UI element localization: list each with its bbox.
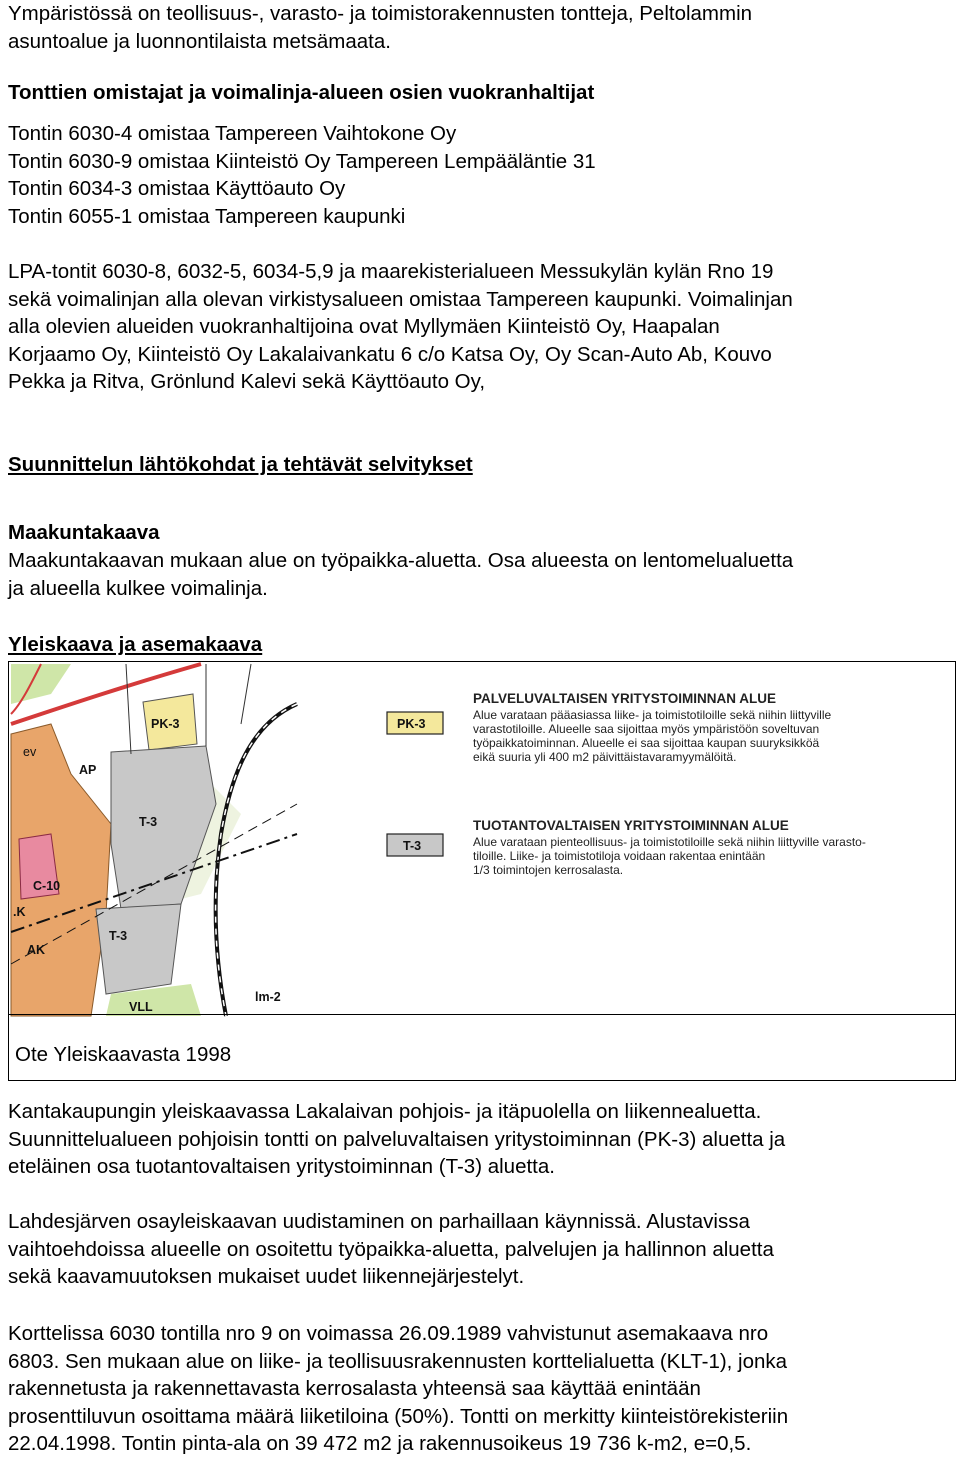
plan-figure: [8, 661, 956, 1081]
intro-line: asuntoalue ja luonnontilaista metsämaata.: [8, 29, 391, 53]
lahdesjarvi-line: sekä kaavamuutoksen mukaiset uudet liikennejärjestelyt.: [8, 1265, 525, 1288]
intro-line: Ympäristössä on teollisuus-, varasto- ja toimistorakennusten tontteja, Peltolammin: [8, 2, 753, 25]
map-label-c10: C-10: [33, 879, 61, 893]
pk3-legend-line: eikä suuria yli 400 m2 päivittäistavaramyymälöitä.: [473, 750, 737, 764]
maakunta-heading: Maakuntakaava: [8, 521, 160, 544]
owners-heading: Tonttien omistajat ja voimalinja-alueen osien vuokranhaltijat: [8, 81, 595, 104]
owners-list: [8, 120, 596, 230]
maakunta-line: Maakuntakaavan mukaan alue on työpaikka-aluetta. Osa alueesta on lentomelualuetta: [8, 549, 794, 572]
figure-caption-box: [9, 1014, 955, 1081]
pk3-legend-line: varastotiloille. Alueelle saa sijoittaa myös ympäristöön soveltuvan: [473, 722, 820, 736]
pk3-legend-code: PK-3: [397, 717, 426, 731]
lpa-paragraph: [8, 258, 793, 396]
plan-legend-graphic: [373, 682, 866, 1002]
map-label-k: .K: [13, 905, 26, 919]
lahdesjarvi-line: vaihtoehdoissa alueelle on osoitettu työpaikka-aluetta, palvelujen ja hallinnon aluetta: [8, 1237, 774, 1261]
kortteli-line: 6803. Sen mukaan alue on liike- ja teollisuusrakennusten korttelialuetta (KLT-1), jonka: [8, 1349, 788, 1373]
kortteli-line: 22.04.1998. Tontin pinta-ala on 39 472 m2 ja rakennusoikeus 19 736 k-m2, e=0,5.: [8, 1432, 752, 1455]
lpa-line: alla olevien alueiden vuokranhaltijoina ovat Myllymäen Kiinteistö Oy, Haapalan: [8, 315, 720, 338]
pk3-legend-title: PALVELUVALTAISEN YRITYSTOIMINNAN ALUE: [473, 691, 777, 706]
kantakaupunki-line: Kantakaupungin yleiskaavassa Lakalaivan pohjois- ja itäpuolella on liikennealuetta.: [8, 1100, 762, 1123]
t3-legend-code: T-3: [403, 839, 422, 853]
kantakaupunki-line: eteläinen osa tuotantovaltaisen yritystoiminnan (T-3) aluetta.: [8, 1155, 555, 1178]
kortteli-line: rakennetusta ja rakennettavasta kerrosalasta yhteensä saa käyttää enintään: [8, 1377, 701, 1400]
kortteli-line: prosenttiluvun osoittama määrä liiketiloina (50%). Tontti on merkitty kiinteistörekisteriin: [8, 1404, 789, 1428]
plan-map-graphic: [11, 664, 297, 1016]
owner-item: Tontin 6030-9 omistaa Kiinteistö Oy Tampereen Lempääläntie 31: [8, 149, 596, 173]
t3-legend-line: Alue varataan pienteollisuus- ja toimistotiloille sekä niihin liittyville varasto-: [473, 835, 866, 849]
yleiskaava-heading: Yleiskaava ja asemakaava: [8, 633, 263, 656]
lpa-line: Pekka ja Ritva, Grönlund Kalevi sekä Käyttöauto Oy,: [8, 370, 486, 393]
owner-item: Tontin 6034-3 omistaa Käyttöauto Oy: [8, 177, 346, 200]
map-label-ev: ev: [23, 745, 37, 759]
map-label-ak: AK: [27, 943, 46, 957]
kortteli-paragraph: [8, 1320, 788, 1458]
pk3-legend-line: työpaikkatoiminnan. Alueelle ei saa sijoittaa kaupan suuryksikköä: [473, 736, 820, 750]
t3-legend-line: 1/3 toimintojen kerrosalasta.: [473, 863, 624, 877]
intro-paragraph: [8, 0, 752, 55]
map-label-ap: AP: [79, 763, 97, 777]
map-label-pk3: PK-3: [151, 717, 180, 731]
kortteli-line: Korttelissa 6030 tontilla nro 9 on voimassa 26.09.1989 vahvistunut asemakaava nro: [8, 1322, 769, 1345]
owner-item: Tontin 6055-1 omistaa Tampereen kaupunki: [8, 204, 406, 228]
t3-legend-title: TUOTANTOVALTAISEN YRITYSTOIMINNAN ALUE: [473, 818, 789, 833]
map-label-lm2: lm-2: [255, 990, 281, 1004]
pk3-legend-line: Alue varataan pääasiassa liike- ja toimistotiloille sekä niihin liittyville: [473, 708, 832, 722]
plan-map: [11, 664, 297, 1016]
kantakaupunki-paragraph: [8, 1098, 785, 1181]
lpa-line: LPA-tontit 6030-8, 6032-5, 6034-5,9 ja maarekisterialueen Messukylän kylän Rno 19: [8, 260, 774, 283]
planning-heading: Suunnittelun lähtökohdat ja tehtävät selvitykset: [8, 453, 473, 476]
map-label-t3: T-3: [109, 929, 128, 943]
lpa-line: Korjaamo Oy, Kiinteistö Oy Lakalaivankatu 6 c/o Katsa Oy, Oy Scan-Auto Ab, Kouvo: [8, 342, 772, 366]
maakunta-line: ja alueella kulkee voimalinja.: [8, 576, 268, 600]
lpa-line: sekä voimalinjan alla olevan virkistysalueen omistaa Tampereen kaupunki. Voimalinjan: [8, 287, 793, 311]
t3-area: [96, 904, 181, 994]
map-label-vll: VLL: [129, 1000, 153, 1014]
maakunta-paragraph: [8, 547, 793, 602]
lahdesjarvi-line: Lahdesjärven osayleiskaavan uudistaminen on parhaillaan käynnissä. Alustavissa: [8, 1210, 750, 1233]
lahdesjarvi-paragraph: [8, 1208, 774, 1291]
figure-caption: Ote Yleiskaavasta 1998: [15, 1043, 232, 1066]
plan-legend: [373, 682, 866, 1002]
owner-item: Tontin 6030-4 omistaa Tampereen Vaihtokone Oy: [8, 122, 457, 145]
map-label-t3: T-3: [139, 815, 158, 829]
kantakaupunki-line: Suunnittelualueen pohjoisin tontti on palveluvaltaisen yritystoiminnan (PK-3) aluetta ja: [8, 1127, 786, 1151]
t3-legend-line: tiloille. Liike- ja toimistotiloja voidaan rakentaa enintään: [473, 849, 766, 863]
